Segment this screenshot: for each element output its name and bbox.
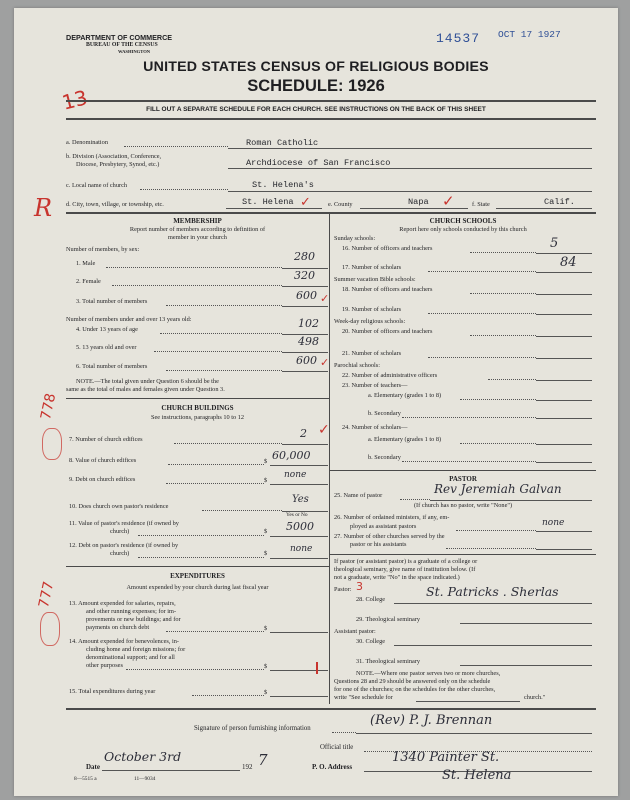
margin-mark-R: R <box>34 194 53 222</box>
denomination-value[interactable]: Roman Catholic <box>246 138 319 148</box>
q6-label: 6. Total number of members <box>76 363 148 370</box>
q23-label: 23. Number of teachers— <box>342 382 408 389</box>
q12-label-1: 12. Debt on pastor's residence (if owned by <box>69 542 179 549</box>
q26-assistants-value[interactable]: none <box>542 518 565 528</box>
q8-value-edifices[interactable]: 60,000 <box>272 449 311 462</box>
q21-label: 21. Number of scholars <box>342 350 402 357</box>
q19-label: 19. Number of scholars <box>342 306 402 313</box>
q25-pastor-name-value[interactable]: Rev Jeremiah Galvan <box>434 482 562 496</box>
form-number-2: 11—9034 <box>134 776 156 782</box>
dollar-q14: $ <box>264 663 268 670</box>
census-schedule-sheet <box>14 8 618 796</box>
q30-label: 30. College <box>356 638 386 645</box>
fill-instruction: FILL OUT A SEPARATE SCHEDULE FOR EACH CHURCH. SEE INSTRUCTIONS ON THE BACK OF THIS SHEET <box>146 106 486 113</box>
pastor-note-1: NOTE.—Where one pastor serves two or more churches, <box>356 670 501 677</box>
q13-line-1: 13. Amount expended for salaries, repairs, <box>69 600 176 607</box>
received-stamp-number: 14537 <box>436 31 481 46</box>
dollar-q9: $ <box>264 477 268 484</box>
q5-label: 5. 13 years old and over <box>76 344 137 351</box>
q8-label: 8. Value of church edifices <box>69 457 137 464</box>
membership-heading: MEMBERSHIP <box>173 217 222 225</box>
q3-total-value[interactable]: 600 <box>296 289 317 302</box>
yes-or-no-hint: Yes or No <box>286 512 308 518</box>
division-label-line1: b. Division (Association, Conference, <box>66 153 162 160</box>
q23b-label: b. Secondary <box>368 410 401 417</box>
year-prefix: 192 <box>242 763 253 771</box>
city-label: d. City, town, village, or township, etc. <box>66 201 164 208</box>
q18-label: 18. Number of officers and teachers <box>342 286 433 293</box>
dollar-q11: $ <box>264 528 268 535</box>
q7-label: 7. Number of church edifices <box>69 436 143 443</box>
margin-mark-pastor: 3 <box>356 580 363 593</box>
dollar-q12: $ <box>264 550 268 557</box>
q17-label: 17. Number of scholars <box>342 264 402 271</box>
margin-mark-778: 778 <box>38 391 60 422</box>
margin-mark-13: 13 <box>59 85 90 115</box>
pastor-subheading: Pastor: <box>334 586 352 593</box>
members-by-age-label: Number of members under and over 13 years old: <box>66 316 192 323</box>
q24a-label: a. Elementary (grades 1 to 8) <box>368 436 442 443</box>
q15-amount-field[interactable] <box>270 696 328 697</box>
pastor-note-3: for one of the churches; on the schedules for the other churches, <box>334 686 496 693</box>
q24-label: 24. Number of scholars— <box>342 424 408 431</box>
q31-field[interactable] <box>460 665 592 666</box>
q19-field[interactable] <box>536 314 592 315</box>
q24a-field[interactable] <box>536 444 592 445</box>
check-mark-county: ✓ <box>442 192 455 210</box>
q27-field[interactable] <box>536 549 592 550</box>
dollar-q13: $ <box>264 625 268 632</box>
membership-intro-1: Report number of members according to definition of <box>129 226 266 233</box>
graduate-note-1: If pastor (or assistant pastor) is a graduate of a college or <box>334 558 478 565</box>
expenditures-heading: EXPENDITURES <box>170 572 225 580</box>
q29-field[interactable] <box>460 623 592 624</box>
state-label: f. State <box>472 201 490 208</box>
official-title-label: Official title <box>320 744 354 751</box>
city-heading: WASHINGTON <box>118 49 151 54</box>
form-title: UNITED STATES CENSUS OF RELIGIOUS BODIES <box>143 59 489 75</box>
graduate-note-2: theological seminary, give name of institution below. (If <box>334 566 476 573</box>
q14-line-2: cluding home and foreign missions; for <box>86 646 186 653</box>
county-label: e. County <box>328 201 353 208</box>
q13-line-4: payments on church debt <box>86 624 150 631</box>
q11-label-1: 11. Value of pastor's residence (if owned by <box>69 520 179 527</box>
weekday-schools-label: Week-day religious schools: <box>334 318 406 325</box>
q6-total-value[interactable]: 600 <box>296 354 317 367</box>
q2-female-value[interactable]: 320 <box>294 269 315 282</box>
schools-intro: Report here only schools conducted by this church <box>399 226 527 233</box>
margin-mark-777: 777 <box>36 579 58 610</box>
membership-intro-2: member in your church <box>168 234 227 241</box>
q10-residence-value[interactable]: Yes <box>292 494 309 505</box>
q28-label: 28. College <box>356 596 386 603</box>
local-name-value[interactable]: St. Helena's <box>252 180 314 190</box>
dollar-q8: $ <box>264 458 268 465</box>
q14-line-1: 14. Amount expended for benevolences, in- <box>69 638 179 645</box>
q1-label: 1. Male <box>76 260 96 267</box>
q30-field[interactable] <box>394 645 592 646</box>
date-label: Date <box>86 763 100 771</box>
q2-label: 2. Female <box>76 278 101 285</box>
q23b-field[interactable] <box>536 418 592 419</box>
q17-sunday-scholars-value[interactable]: 84 <box>560 255 577 270</box>
q1-male-value[interactable]: 280 <box>294 250 315 263</box>
q25-note: (If church has no pastor, write "None") <box>413 502 513 509</box>
q15-label: 15. Total expenditures during year <box>69 688 156 695</box>
q22-field[interactable] <box>536 380 592 381</box>
q7-edifices-value[interactable]: 2 <box>300 427 307 440</box>
department-heading: DEPARTMENT OF COMMERCE <box>66 33 173 42</box>
q26-label-2: ployed as assistant pastors <box>350 523 417 530</box>
form-schedule-year: SCHEDULE: 1926 <box>247 77 385 95</box>
q16-sunday-teachers-value[interactable]: 5 <box>550 236 559 251</box>
q31-label: 31. Theological seminary <box>356 658 421 665</box>
assistant-pastor-subheading: Assistant pastor: <box>334 628 376 635</box>
year-value[interactable]: 7 <box>258 751 268 769</box>
q4-under-13-value[interactable]: 102 <box>298 317 319 330</box>
q29-label: 29. Theological seminary <box>356 616 421 623</box>
pastor-note-2: Questions 28 and 29 should be answered only on the schedule <box>334 678 491 685</box>
q16-label: 16. Number of officers and teachers <box>342 245 433 252</box>
q4-label: 4. Under 13 years of age <box>76 326 138 333</box>
city-value[interactable]: St. Helena <box>242 197 294 207</box>
check-mark-q3: ✓ <box>320 292 330 305</box>
see-schedule-field[interactable] <box>416 701 520 702</box>
expenditures-intro: Amount expended by your church during last fiscal year <box>126 584 269 591</box>
q12-debt-value[interactable]: none <box>290 544 313 554</box>
denomination-label: a. Denomination <box>66 139 108 146</box>
check-mark-q6: ✓ <box>320 356 330 369</box>
schools-heading: CHURCH SCHOOLS <box>429 217 497 225</box>
q25-label: 25. Name of pastor <box>334 492 383 499</box>
q13-line-3: provements or new buildings; and for <box>86 616 181 623</box>
q20-field[interactable] <box>536 336 592 337</box>
q20-label: 20. Number of officers and teachers <box>342 328 433 335</box>
po-address-label: P. O. Address <box>312 763 353 771</box>
q12-label-2: church) <box>110 550 130 557</box>
pastor-note-5: church." <box>524 694 546 701</box>
parochial-schools-label: Parochial schools: <box>334 362 380 369</box>
date-value[interactable]: October 3rd <box>104 749 182 764</box>
q13-line-2: and other running expenses; for im- <box>86 608 177 615</box>
membership-note-1: NOTE.—The total given under Question 6 should be the <box>76 378 219 385</box>
q28-college-value[interactable]: St. Patricks . Sherlas <box>426 584 559 599</box>
q11-label-2: church) <box>110 528 130 535</box>
check-mark-city: ✓ <box>300 195 311 210</box>
q9-label: 9. Debt on church edifices <box>69 476 136 483</box>
q26-label-1: 26. Number of ordained ministers, if any, em- <box>334 514 450 521</box>
q13-amount-field[interactable] <box>270 632 328 633</box>
q23a-label: a. Elementary (grades 1 to 8) <box>368 392 442 399</box>
signature-label: Signature of person furnishing information <box>194 725 311 732</box>
county-value[interactable]: Napa <box>408 197 429 207</box>
q23a-field[interactable] <box>536 400 592 401</box>
q27-label-2: pastor or his assistants <box>350 541 407 548</box>
members-by-sex-label: Number of members, by sex: <box>66 246 140 253</box>
buildings-intro: See instructions, paragraphs 10 to 12 <box>150 414 245 421</box>
graduate-note-3: not a graduate, write "No" in the space indicated.) <box>334 574 460 581</box>
q24b-field[interactable] <box>536 462 592 463</box>
q9-debt-value[interactable]: none <box>284 470 307 480</box>
membership-note-2: same as the total of males and females given under Question 3. <box>66 386 225 393</box>
q3-label: 3. Total number of members <box>76 298 148 305</box>
dollar-q15: $ <box>264 689 268 696</box>
q24b-label: b. Secondary <box>368 454 401 461</box>
q14-amount-field[interactable] <box>270 670 328 671</box>
received-stamp-date: OCT 17 1927 <box>498 29 561 40</box>
q11-value-residence[interactable]: 5000 <box>286 520 314 533</box>
state-value[interactable]: Calif. <box>544 197 575 207</box>
pastor-note-4: write "See schedule for <box>334 694 393 701</box>
q14-line-4: other purposes <box>86 662 123 669</box>
signature-value[interactable]: (Rev) P. J. Brennan <box>370 713 493 728</box>
q21-field[interactable] <box>536 358 592 359</box>
pastor-heading: PASTOR <box>449 475 477 483</box>
division-value[interactable]: Archdiocese of San Francisco <box>246 158 391 168</box>
q10-label: 10. Does church own pastor's residence <box>69 503 169 510</box>
check-mark-q7: ✓ <box>318 422 330 438</box>
q14-line-3: denominational support; and for all <box>86 654 175 661</box>
bureau-heading: BUREAU OF THE CENSUS <box>86 42 158 48</box>
sunday-schools-label: Sunday schools: <box>334 235 376 242</box>
division-label-line2: Diocese, Presbytery, Synod, etc.) <box>76 161 160 168</box>
q22-label: 22. Number of administrative officers <box>342 372 438 379</box>
q27-label-1: 27. Number of other churches served by the <box>334 533 445 540</box>
q18-field[interactable] <box>536 294 592 295</box>
summer-schools-label: Summer vacation Bible schools: <box>334 276 416 283</box>
po-address-line1[interactable]: 1340 Painter St. <box>392 750 500 765</box>
local-name-label: c. Local name of church <box>66 182 128 189</box>
buildings-heading: CHURCH BUILDINGS <box>161 404 234 412</box>
form-number: 8—5515 a <box>74 776 97 782</box>
q5-over-13-value[interactable]: 498 <box>298 335 319 348</box>
po-address-line2[interactable]: St. Helena <box>442 768 512 783</box>
